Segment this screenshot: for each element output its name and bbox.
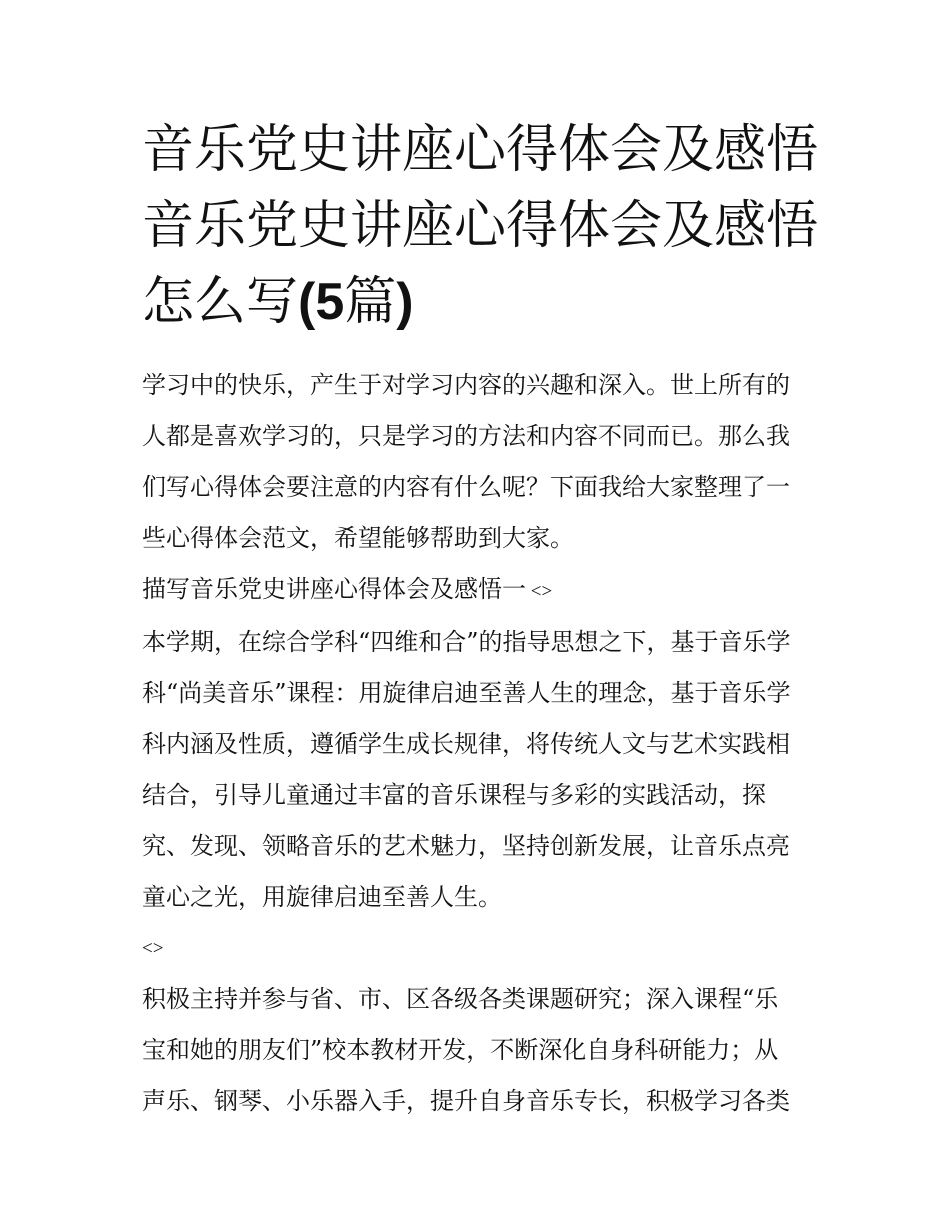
paragraph-section-1 xyxy=(142,617,818,923)
text-line: 积极主持并参与省、市、区各级各类课题研究；深入课程“乐 xyxy=(142,985,779,1013)
paragraph-intro xyxy=(142,360,818,564)
text-line: 童心之光，用旋律启迪至善人生。 xyxy=(142,883,502,911)
placeholder-marker: <> xyxy=(526,581,553,602)
document-title xyxy=(142,112,818,340)
title-line-1: 音乐党史讲座心得体会及感悟 xyxy=(142,120,819,180)
text-line: 结合，引导儿童通过丰富的音乐课程与多彩的实践活动，探 xyxy=(142,781,766,809)
title-line-3-close: ) xyxy=(396,273,414,331)
text-line: 科内涵及性质，遵循学生成长规律，将传统人文与艺术实践相 xyxy=(142,730,790,758)
title-line-3 xyxy=(142,264,818,340)
text-line: 宝和她的朋友们”校本教材开发，不断深化自身科研能力；从 xyxy=(142,1036,779,1064)
placeholder-marker: <> xyxy=(142,938,164,959)
section-heading-1 xyxy=(142,564,818,617)
text-line: 本学期，在综合学科“四维和合”的指导思想之下，基于音乐学 xyxy=(142,628,791,656)
title-line-2: 音乐党史讲座心得体会及感悟 xyxy=(142,196,819,256)
text-line: 些心得体会范文，希望能够帮助到大家。 xyxy=(142,524,574,552)
text-line: 究、发现、领略音乐的艺术魅力，坚持创新发展，让音乐点亮 xyxy=(142,832,790,860)
text-line: 人都是喜欢学习的，只是学习的方法和内容不同而已。那么我 xyxy=(142,422,790,450)
text-line: 科“尚美音乐”课程：用旋律启迪至善人生的理念，基于音乐学 xyxy=(142,679,791,707)
document-body xyxy=(142,360,818,1127)
document-content xyxy=(142,112,818,1127)
placeholder-paragraph xyxy=(142,923,818,974)
title-line-3-unit: 篇 xyxy=(344,272,397,332)
text-line xyxy=(142,564,818,617)
text-line: 们写心得体会要注意的内容有什么呢？下面我给大家整理了一 xyxy=(142,473,790,501)
title-line-3-count: (5 xyxy=(298,273,345,331)
text-line: 学习中的快乐，产生于对学习内容的兴趣和深入。世上所有的 xyxy=(142,371,790,399)
paragraph-section-2 xyxy=(142,974,818,1127)
title-line-3-prefix: 怎么写 xyxy=(142,272,299,332)
section-heading-text: 描写音乐党史讲座心得体会及感悟一 xyxy=(142,575,526,603)
text-line: 声乐、钢琴、小乐器入手，提升自身音乐专长，积极学习各类 xyxy=(142,1087,790,1115)
